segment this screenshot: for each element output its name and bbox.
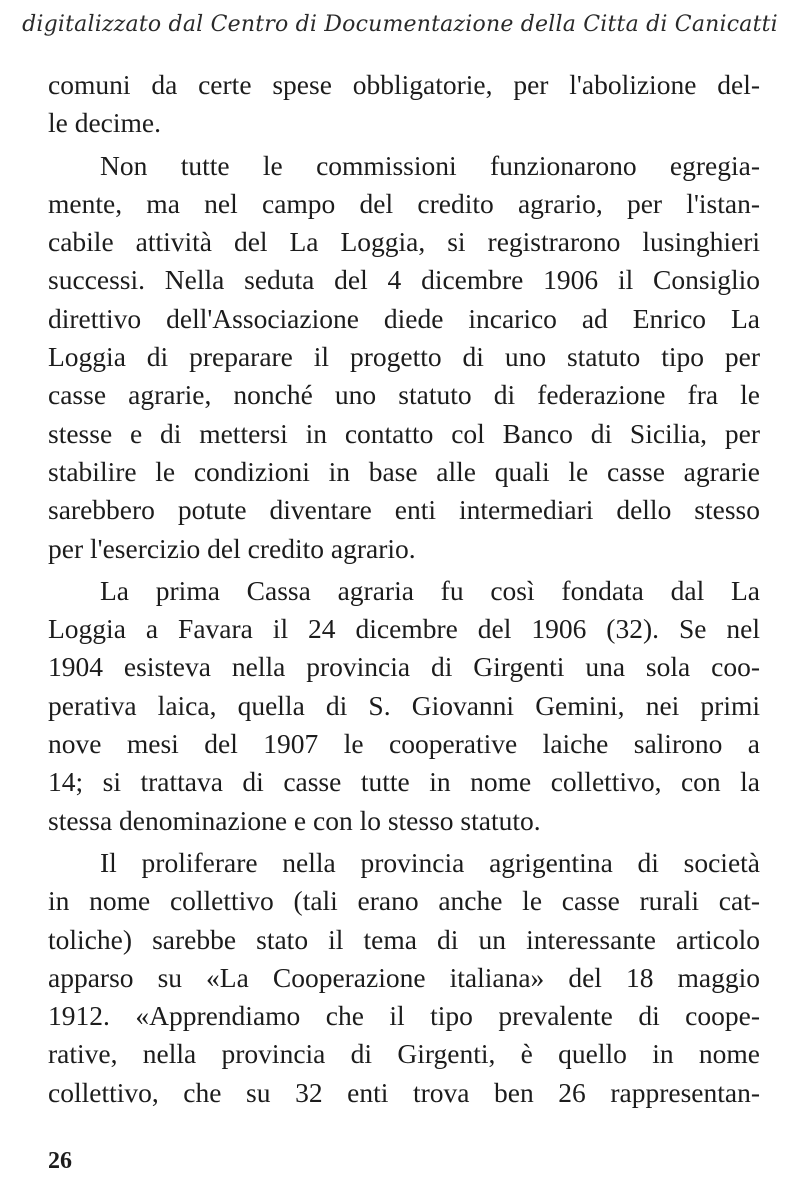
text-line: per l'esercizio del credito agrario. [48,532,416,564]
text-line: Loggia di preparare il progetto di uno statuto tipo per [48,341,760,373]
text-line: Il proliferare nella provincia agrigentina di società [100,846,760,878]
text-line: 1912. «Apprendiamo che il tipo prevalente di coope- [48,1000,760,1032]
text-line: mente, ma nel campo del credito agrario, per l'istan- [48,187,760,219]
text-line: nove mesi del 1907 le cooperative laiche salirono a [48,728,760,760]
text-line: Loggia a Favara il 24 dicembre del 1906 (32). Se nel [48,613,760,645]
paragraph-1 [48,66,760,143]
text-line: direttivo dell'Associazione diede incarico ad Enrico La [48,302,760,334]
text-line: in nome collettivo (tali erano anche le casse rurali cat- [48,885,760,917]
digitization-watermark: digitalizzato dal Centro di Documentazione della Citta di Canicatti [22,12,778,37]
text-line: cabile attività del La Loggia, si registrarono lusinghieri [48,226,760,258]
text-line: stabilire le condizioni in base alle quali le casse agrarie [48,455,760,487]
text-line: 14; si trattava di casse tutte in nome collettivo, con la [48,766,760,798]
text-line: stesse e di mettersi in contatto col Banco di Sicilia, per [48,417,760,449]
text-line: perativa laica, quella di S. Giovanni Gemini, nei primi [48,689,760,721]
paragraph-4 [48,844,760,1112]
text-line: le decime. [48,107,161,139]
text-line: rative, nella provincia di Girgenti, è quello in nome [48,1038,760,1070]
text-line: 1904 esisteva nella provincia di Girgenti una sola coo- [48,651,760,683]
text-line: successi. Nella seduta del 4 dicembre 1906 il Consiglio [48,264,760,296]
text-line: comuni da certe spese obbligatorie, per l'abolizione del- [48,69,760,100]
text-line: sarebbero potute diventare enti intermediari dello stesso [48,494,760,526]
text-line: apparso su «La Cooperazione italiana» del 18 maggio [48,961,760,993]
paragraph-2 [48,147,760,568]
text-line: Non tutte le commissioni funzionarono egregia- [100,149,760,181]
text-line: toliche) sarebbe stato il tema di un interessante articolo [48,923,760,955]
paragraph-3 [48,572,760,840]
text-line: collettivo, che su 32 enti trova ben 26 rappresentan- [48,1076,760,1108]
page-body [48,66,760,1112]
page-number: 26 [48,1148,72,1174]
text-line: casse agrarie, nonché uno statuto di federazione fra le [48,379,760,411]
text-line: La prima Cassa agraria fu così fondata dal La [100,574,760,606]
text-line: stessa denominazione e con lo stesso statuto. [48,804,541,836]
